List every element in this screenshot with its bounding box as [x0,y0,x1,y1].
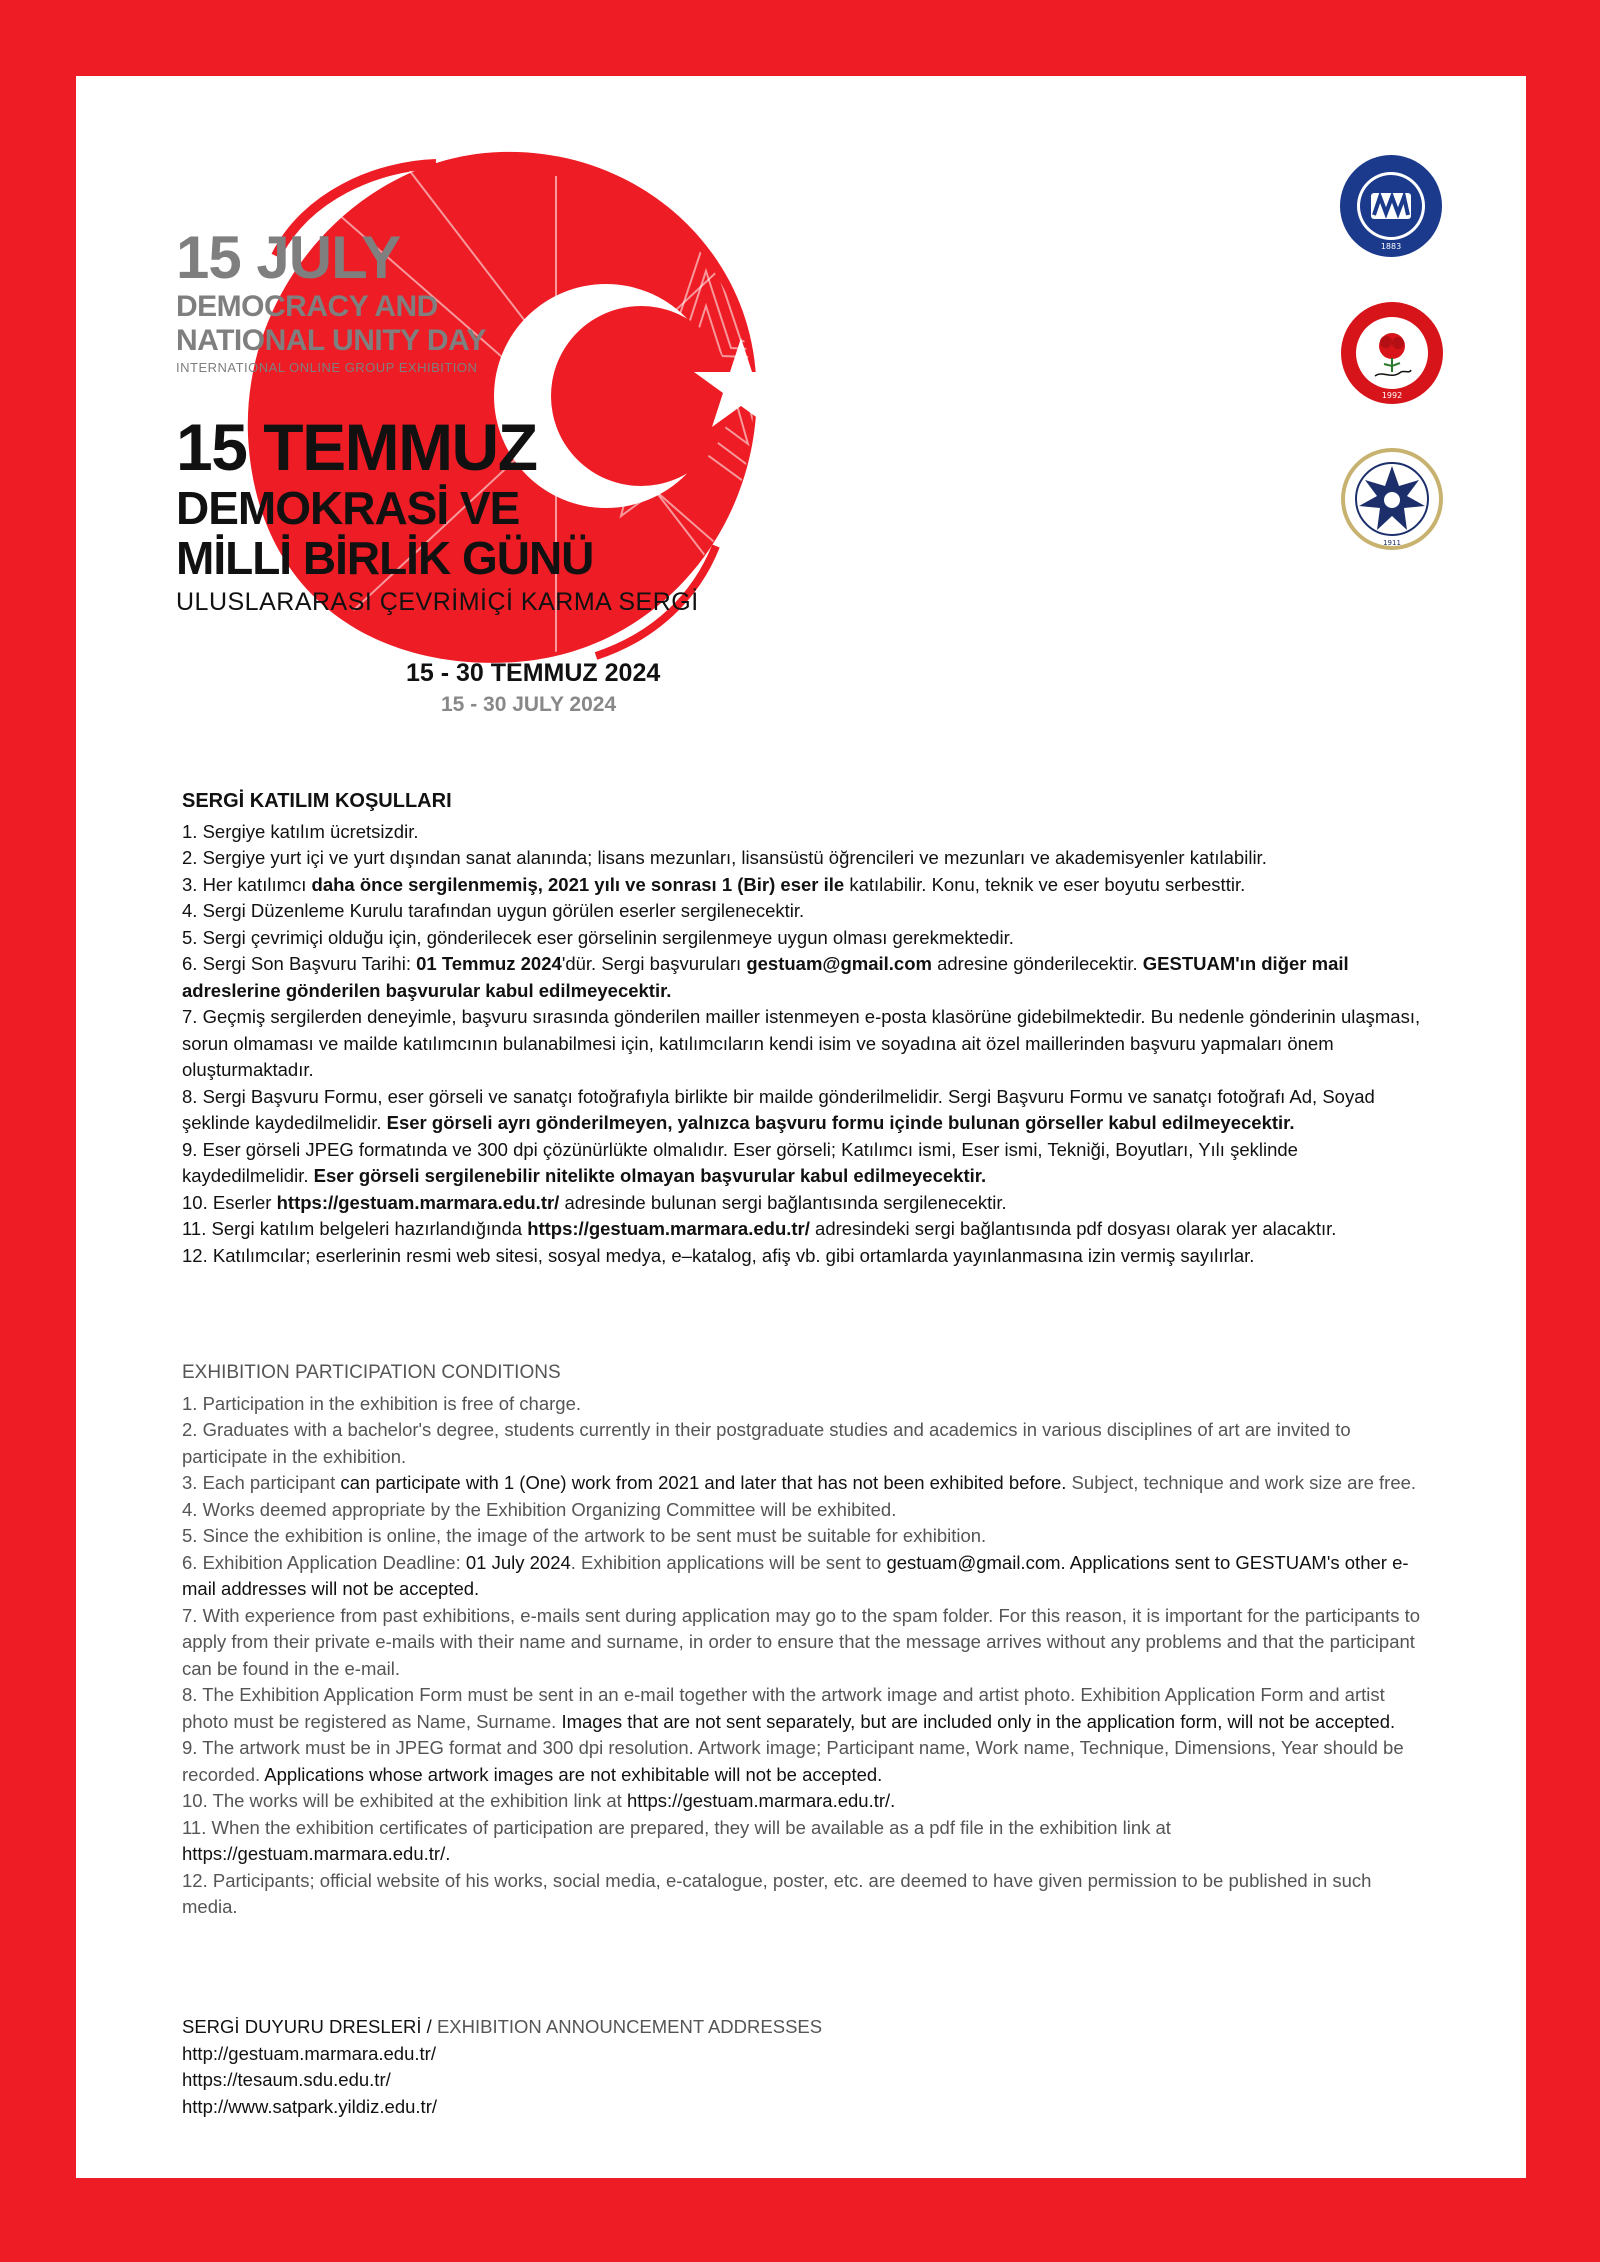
address-link-tesaum[interactable]: https://tesaum.sdu.edu.tr/ [182,2069,391,2090]
item-text: 11. When the exhibition certificates of participation are prepared, they will be available as a pdf file in the exhibition link at [182,1816,1171,1838]
item-text: 11. Sergi katılım belgeleri hazırlandığında [182,1218,528,1239]
tr-title-subtitle: ULUSLARARASI ÇEVRİMİÇİ KARMA SERGİ [176,588,699,616]
tr-title-line3: MİLLİ BİRLİK GÜNÜ [176,532,594,584]
list-item [182,1868,1422,1921]
exhibition-link[interactable]: https://gestuam.marmara.edu.tr/ [276,1191,560,1213]
item-text: 2. Graduates with a bachelor's degree, students currently in their postgraduate studies and academics in various disciplines of art are invited to participate in the exhibition. [182,1419,1351,1467]
exhibition-link[interactable]: https://gestuam.marmara.edu.tr/. [626,1790,896,1811]
item-text: 1. Participation in the exhibition is free of charge. [182,1392,582,1414]
list-item [182,1243,1422,1270]
turkish-conditions [182,788,1422,1269]
english-conditions [182,1360,1422,1921]
list-item [182,1735,1422,1788]
list-item [182,898,1422,925]
date-turkish: 15 - 30 TEMMUZ 2024 [406,659,661,687]
list-item [182,1788,1422,1815]
item-text: 7. With experience from past exhibitions, e-mails sent during application may go to the spam folder. For this reason, it is important for the participants to apply from their private e-mails with their name and surname, in order to ensure that the message arrives without any problems and that the participant can be found in the e-mail. [182,1604,1421,1679]
exhibition-link[interactable]: https://gestuam.marmara.edu.tr/ [527,1218,810,1239]
english-title [176,226,486,378]
item-emphasis: daha önce sergilenmemiş, 2021 yılı ve sonrası 1 (Bir) eser ile [311,873,845,895]
item-text: adresine gönderilecektir. [931,953,1143,974]
list-item [182,1497,1422,1524]
item-text: . Exhibition applications will be sent to [570,1551,887,1573]
suleyman-demirel-university-logo [1339,300,1445,406]
list-item [182,1815,1422,1868]
list-item [182,1523,1422,1550]
email-address: gestuam@gmail.com [746,953,932,974]
item-text: 'dür. Sergi başvuruları [561,953,747,974]
marmara-university-seal-icon [1338,153,1444,259]
item-text: adresindeki sergi bağlantısında pdf dosyası olarak yer alacaktır. [809,1218,1337,1239]
yildiz-teknik-university-logo [1339,446,1445,552]
item-text: 12. Katılımcılar; eserlerinin resmi web sitesi, sosyal medya, e–katalog, afiş vb. gibi ortamlarda yayınlanmasına izin vermiş sayılırlar. [182,1244,1255,1266]
addresses-heading-tr: SERGİ DUYURU DRESLERİ / [182,2016,437,2037]
addresses-heading [182,2014,822,2041]
item-text: 9. The artwork must be in JPEG format and 300 dpi resolution. Artwork image; Participant name, Work name, Technique, Dimensions, Year should be recorded. [182,1737,1404,1785]
item-text: 10. Eserler [182,1191,277,1213]
list-item [182,819,1422,846]
item-text: 3. Her katılımcı [182,873,312,895]
item-text: 3. Each participant [182,1472,341,1493]
item-text: 7. Geçmiş sergilerden deneyimle, başvuru sırasında gönderilen mailler istenmeyen e-posta klasörüne gidebilmektedir. Bu nedenle gönderinin ulaşması, sorun olmaması ve mailde katılımcının bulanabilmesi için, katılımcıların kendi isim ve soyadına ait özel maillerinden başvuru yapmaları önem oluşturmaktadır. [182,1006,1421,1080]
item-text: 8. Sergi Başvuru Formu, eser görseli ve sanatçı fotoğrafıyla birlikte bir mailde gönderilmelidir. Sergi Başvuru Formu ve sanatçı fotoğrafı Ad, Soyad şeklinde kaydedilmelidir. [182,1085,1375,1133]
item-emphasis: can participate with 1 (One) work from 2021 and later that has not been exhibited before. [340,1472,1067,1493]
item-text: 8. The Exhibition Application Form must be sent in an e-mail together with the artwork image and artist photo. Exhibition Application Form and artist photo must be registered as Name, Surname. [182,1684,1385,1732]
list-item [182,1004,1422,1084]
svg-text:1911: 1911 [1383,539,1401,547]
list-item [182,1603,1422,1683]
list-item [182,872,1422,899]
addresses-heading-en: EXHIBITION ANNOUNCEMENT ADDRESSES [436,2016,823,2037]
item-text: . [1060,1551,1070,1573]
email-address: gestuam@gmail.com [886,1551,1061,1573]
en-title-line1: 15 JULY [176,224,401,291]
item-text: 12. Participants; official website of his works, social media, e-catalogue, poster, etc. are deemed to have given permission to be published in such media. [182,1869,1372,1917]
svg-text:1883: 1883 [1380,242,1402,251]
deadline-date: 01 July 2024 [465,1551,571,1573]
item-text: 5. Sergi çevrimiçi olduğu için, gönderilecek eser görselinin sergilenmeye uygun olması gerekmektedir. [182,926,1014,948]
item-text: Subject, technique and work size are free. [1066,1472,1417,1493]
item-emphasis: Eser görseli sergilenebilir nitelikte olmayan başvurular kabul edilmeyecektir. [313,1165,987,1186]
list-item [182,1216,1422,1243]
en-title-line3: NATIONAL UNITY DAY [176,324,486,357]
item-emphasis: GESTUAM'ın diğer mail adreslerine gönderilen başvurular kabul edilmeyecektir. [182,953,1349,1001]
exhibition-link[interactable]: https://gestuam.marmara.edu.tr/. [182,1843,451,1864]
tr-title-line2: DEMOKRASİ VE [176,482,520,534]
list-item [182,845,1422,872]
tr-title-line1: 15 TEMMUZ [176,410,537,484]
list-item [182,1084,1422,1137]
list-item [182,1417,1422,1470]
announcement-addresses [182,2014,822,2120]
item-emphasis: Applications whose artwork images are not exhibitable will not be accepted. [264,1763,883,1785]
item-text: 1. Sergiye katılım ücretsizdir. [182,820,419,842]
item-text: 10. The works will be exhibited at the exhibition link at [182,1790,627,1811]
address-link-gestuam[interactable]: http://gestuam.marmara.edu.tr/ [182,2042,436,2064]
item-text: 6. Exhibition Application Deadline: [182,1551,466,1573]
item-text: adresinde bulunan sergi bağlantısında sergilenecektir. [559,1191,1007,1213]
suleyman-demirel-university-seal-icon [1339,300,1445,406]
item-text: 4. Works deemed appropriate by the Exhibition Organizing Committee will be exhibited. [182,1498,897,1520]
address-link-satpark[interactable]: http://www.satpark.yildiz.edu.tr/ [182,2095,437,2117]
list-item [182,1470,1422,1497]
english-conditions-heading: EXHIBITION PARTICIPATION CONDITIONS [182,1362,561,1383]
turkish-conditions-heading: SERGİ KATILIM KOŞULLARI [182,790,452,812]
marmara-university-logo [1338,153,1444,259]
list-item [182,1391,1422,1418]
turkish-title [176,411,699,619]
list-item [182,1190,1422,1217]
svg-text:1992: 1992 [1381,391,1403,400]
poster-frame [76,76,1526,2178]
item-text: katılabilir. Konu, teknik ve eser boyutu serbesttir. [844,873,1246,895]
item-emphasis: Applications sent to GESTUAM's other e-mail addresses will not be accepted. [182,1551,1409,1599]
list-item [182,1682,1422,1735]
en-title-line2: DEMOCRACY AND [176,290,438,323]
hero-section [76,76,1526,756]
yildiz-teknik-university-seal-icon [1339,446,1445,552]
item-text: 6. Sergi Son Başvuru Tarihi: [182,953,417,974]
list-item [182,925,1422,952]
list-item [182,1137,1422,1190]
item-text: 4. Sergi Düzenleme Kurulu tarafından uygun görülen eserler sergilenecektir. [182,900,805,921]
list-item [182,951,1422,1004]
date-english: 15 - 30 JULY 2024 [441,693,617,716]
item-emphasis: Eser görseli ayrı gönderilmeyen, yalnızca başvuru formu içinde bulunan görseller kabul edilmeyecektir. [386,1112,1295,1133]
item-text: 2. Sergiye yurt içi ve yurt dışından sanat alanında; lisans mezunları, lisansüstü öğrencileri ve mezunları ve akademisyenler katılabilir. [182,847,1267,868]
item-text: 5. Since the exhibition is online, the image of the artwork to be sent must be suitable for exhibition. [182,1525,987,1546]
en-title-subtitle: INTERNATIONAL ONLINE GROUP EXHIBITION [176,360,478,375]
deadline-date: 01 Temmuz 2024 [416,953,562,974]
list-item [182,1550,1422,1603]
item-emphasis: Images that are not sent separately, but are included only in the application form, will not be accepted. [561,1710,1396,1732]
item-text: 9. Eser görseli JPEG formatında ve 300 dpi çözünürlükte olmalıdır. Eser görseli; Katılımcı ismi, Eser ismi, Tekniği, Boyutları, Yılı şeklinde kaydedilmelidir. [182,1138,1298,1186]
